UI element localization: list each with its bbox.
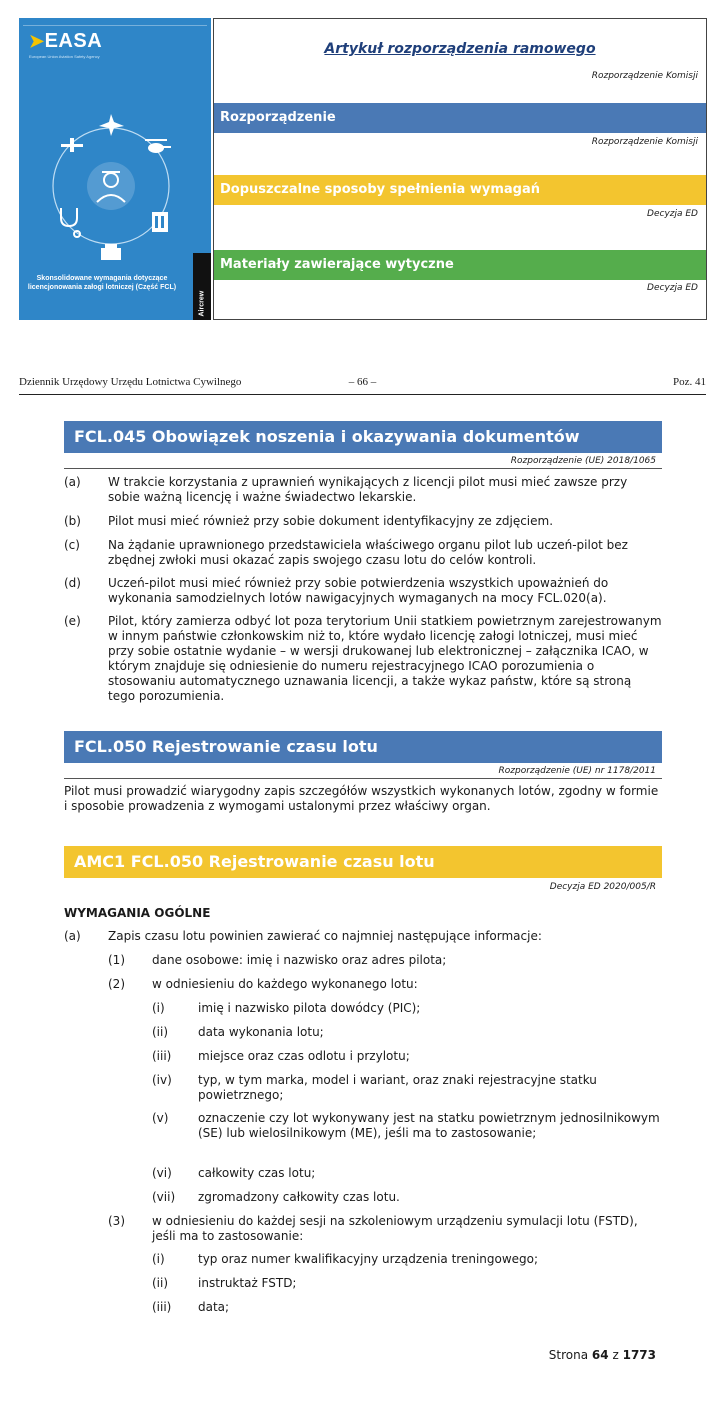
item-text: imię i nazwisko pilota dowódcy (PIC); xyxy=(198,1001,421,1015)
item-label: (vii) xyxy=(152,1190,176,1204)
section-source-fcl045 xyxy=(64,455,662,469)
airplane-icon xyxy=(99,114,124,136)
agency-name: European Union Aviation Safety Agency xyxy=(29,54,100,59)
legend-source-amc: Decyzja ED xyxy=(647,209,698,219)
paragraph-label: (d) xyxy=(64,576,81,590)
footer-prefix: Strona xyxy=(548,1348,589,1362)
item-label: (1) xyxy=(108,953,125,967)
item-label: (a) xyxy=(64,929,81,943)
small-airplane-icon xyxy=(61,138,83,152)
simulator-icon xyxy=(101,244,121,260)
section-source-fcl050 xyxy=(64,765,662,779)
paragraph-text: Pilot musi mieć również przy sobie dokument identyfikacyjny ze zdjęciem. xyxy=(108,514,554,528)
item-text: w odniesieniu do każdej sesji na szkoleniowym urządzeniu symulacji lotu (FSTD), jeśli ma to zastosowanie: xyxy=(152,1214,638,1243)
fcl050-text: Pilot musi prowadzić wiarygodny zapis szczegółów wszystkich wykonanych lotów, zgodny w formie i sposobie prowadzenia z wymogami ustalonymi przez właściwy organ. xyxy=(64,784,659,813)
item-label: (iii) xyxy=(152,1300,172,1314)
item-label: (3) xyxy=(108,1214,125,1228)
section-title-amc1-fcl050: AMC1 FCL.050 Rejestrowanie czasu lotu xyxy=(64,846,662,878)
footer-separator: z xyxy=(612,1348,619,1362)
source-text: Rozporządzenie (UE) nr 1178/2011 xyxy=(498,766,656,776)
color-legend xyxy=(213,18,707,320)
helicopter-icon xyxy=(145,139,171,153)
easa-logo: ➤EASA xyxy=(29,30,103,52)
legend-band-guidance: Materiały zawierające wytyczne xyxy=(214,250,706,280)
position-number: Poz. 41 xyxy=(673,376,706,388)
source-text: Rozporządzenie (UE) 2018/1065 xyxy=(510,456,656,466)
paragraph-label: (c) xyxy=(64,538,80,552)
legend-source-regulation: Rozporządzenie Komisji xyxy=(591,137,698,147)
item-label: (2) xyxy=(108,977,125,991)
legend-source-guidance: Decyzja ED xyxy=(647,283,698,293)
spine-title: Aircrew xyxy=(198,290,206,317)
header-divider xyxy=(19,394,706,395)
item-text: data wykonania lotu; xyxy=(198,1025,324,1039)
item-text: typ, w tym marka, model i wariant, oraz znaki rejestracyjne statku powietrznego; xyxy=(198,1073,597,1102)
section-source-amc1 xyxy=(64,881,662,895)
footer-total: 1773 xyxy=(622,1348,656,1362)
item-text: data; xyxy=(198,1300,230,1314)
section-title-fcl045: FCL.045 Obowiązek noszenia i okazywania dokumentów xyxy=(64,421,662,453)
item-text: całkowity czas lotu; xyxy=(198,1166,316,1180)
general-requirements-heading: WYMAGANIA OGÓLNE xyxy=(64,906,211,920)
paragraph-label: (a) xyxy=(64,475,81,489)
building-icon xyxy=(152,212,168,232)
item-text: w odniesieniu do każdego wykonanego lotu: xyxy=(152,977,418,991)
item-label: (ii) xyxy=(152,1276,169,1290)
paragraph-text: Pilot, który zamierza odbyć lot poza terytorium Unii statkiem powietrznym zarejestrowanym w innym państwie członkowskim niż to, które wydało licencję załogi lotniczej, musi mieć przy sobie ostatnie wydanie – w wersji drukowanej lub elektronicznej – załącznika ICAO, w którym znajduje się odniesienie do numeru rejestracyjnego ICAO porozumienia o stosowaniu automatycznego uznawania licencji, a także wykaz państw, które są stroną tego porozumienia. xyxy=(108,614,662,703)
item-text: Zapis czasu lotu powinien zawierać co najmniej następujące informacje: xyxy=(108,929,542,943)
footer-page: 64 xyxy=(591,1348,609,1362)
section-title-fcl050: FCL.050 Rejestrowanie czasu lotu xyxy=(64,731,662,763)
item-label: (i) xyxy=(152,1252,165,1266)
paragraph-label: (b) xyxy=(64,514,81,528)
legend-title-source: Rozporządzenie Komisji xyxy=(591,71,698,81)
item-label: (iii) xyxy=(152,1049,172,1063)
document-cover xyxy=(19,18,211,320)
item-label: (i) xyxy=(152,1001,165,1015)
item-text: oznaczenie czy lot wykonywany jest na statku powietrznym jednosilnikowym (SE) lub wielosilnikowym (ME), jeśli ma to zastosowanie; xyxy=(198,1111,660,1140)
cover-title: Skonsolidowane wymagania dotyczące licencjonowania załogi lotniczej (Część FCL) xyxy=(27,275,177,291)
source-text: Decyzja ED 2020/005/R xyxy=(549,882,656,892)
item-text: zgromadzony całkowity czas lotu. xyxy=(198,1190,400,1204)
legend-band-amc: Dopuszczalne sposoby spełnienia wymagań xyxy=(214,175,706,205)
legend-title: Artykuł rozporządzenia ramowego xyxy=(324,41,596,57)
publication-name: Dziennik Urzędowy Urzędu Lotnictwa Cywilnego xyxy=(19,376,242,388)
legend-band-regulation: Rozporządzenie xyxy=(214,103,706,133)
paragraph-label: (e) xyxy=(64,614,81,628)
page-footer xyxy=(549,1348,656,1362)
page-number-header: – 66 – xyxy=(348,376,377,388)
item-label: (ii) xyxy=(152,1025,169,1039)
paragraph-text: Na żądanie uprawnionego przedstawiciela właściwego organu pilot lub uczeń-pilot bez zbędnej zwłoki musi okazać zapis swojego czasu lotu do celów kontroli. xyxy=(108,538,628,567)
item-text: typ oraz numer kwalifikacyjny urządzenia treningowego; xyxy=(198,1252,539,1266)
item-label: (v) xyxy=(152,1111,169,1125)
item-text: miejsce oraz czas odlotu i przylotu; xyxy=(198,1049,410,1063)
paragraph-text: Uczeń-pilot musi mieć również przy sobie potwierdzenia wszystkich upoważnień do wykonania samodzielnych lotów nawigacyjnych wymaganych na mocy FCL.020(a). xyxy=(108,576,609,605)
item-text: instruktaż FSTD; xyxy=(198,1276,297,1290)
item-text: dane osobowe: imię i nazwisko oraz adres pilota; xyxy=(152,953,447,967)
item-label: (vi) xyxy=(152,1166,172,1180)
item-label: (iv) xyxy=(152,1073,172,1087)
paragraph-text: W trakcie korzystania z uprawnień wynikających z licencji pilot musi mieć zawsze przy sobie ważną licencję i ważne świadectwo lekarskie. xyxy=(108,475,628,504)
